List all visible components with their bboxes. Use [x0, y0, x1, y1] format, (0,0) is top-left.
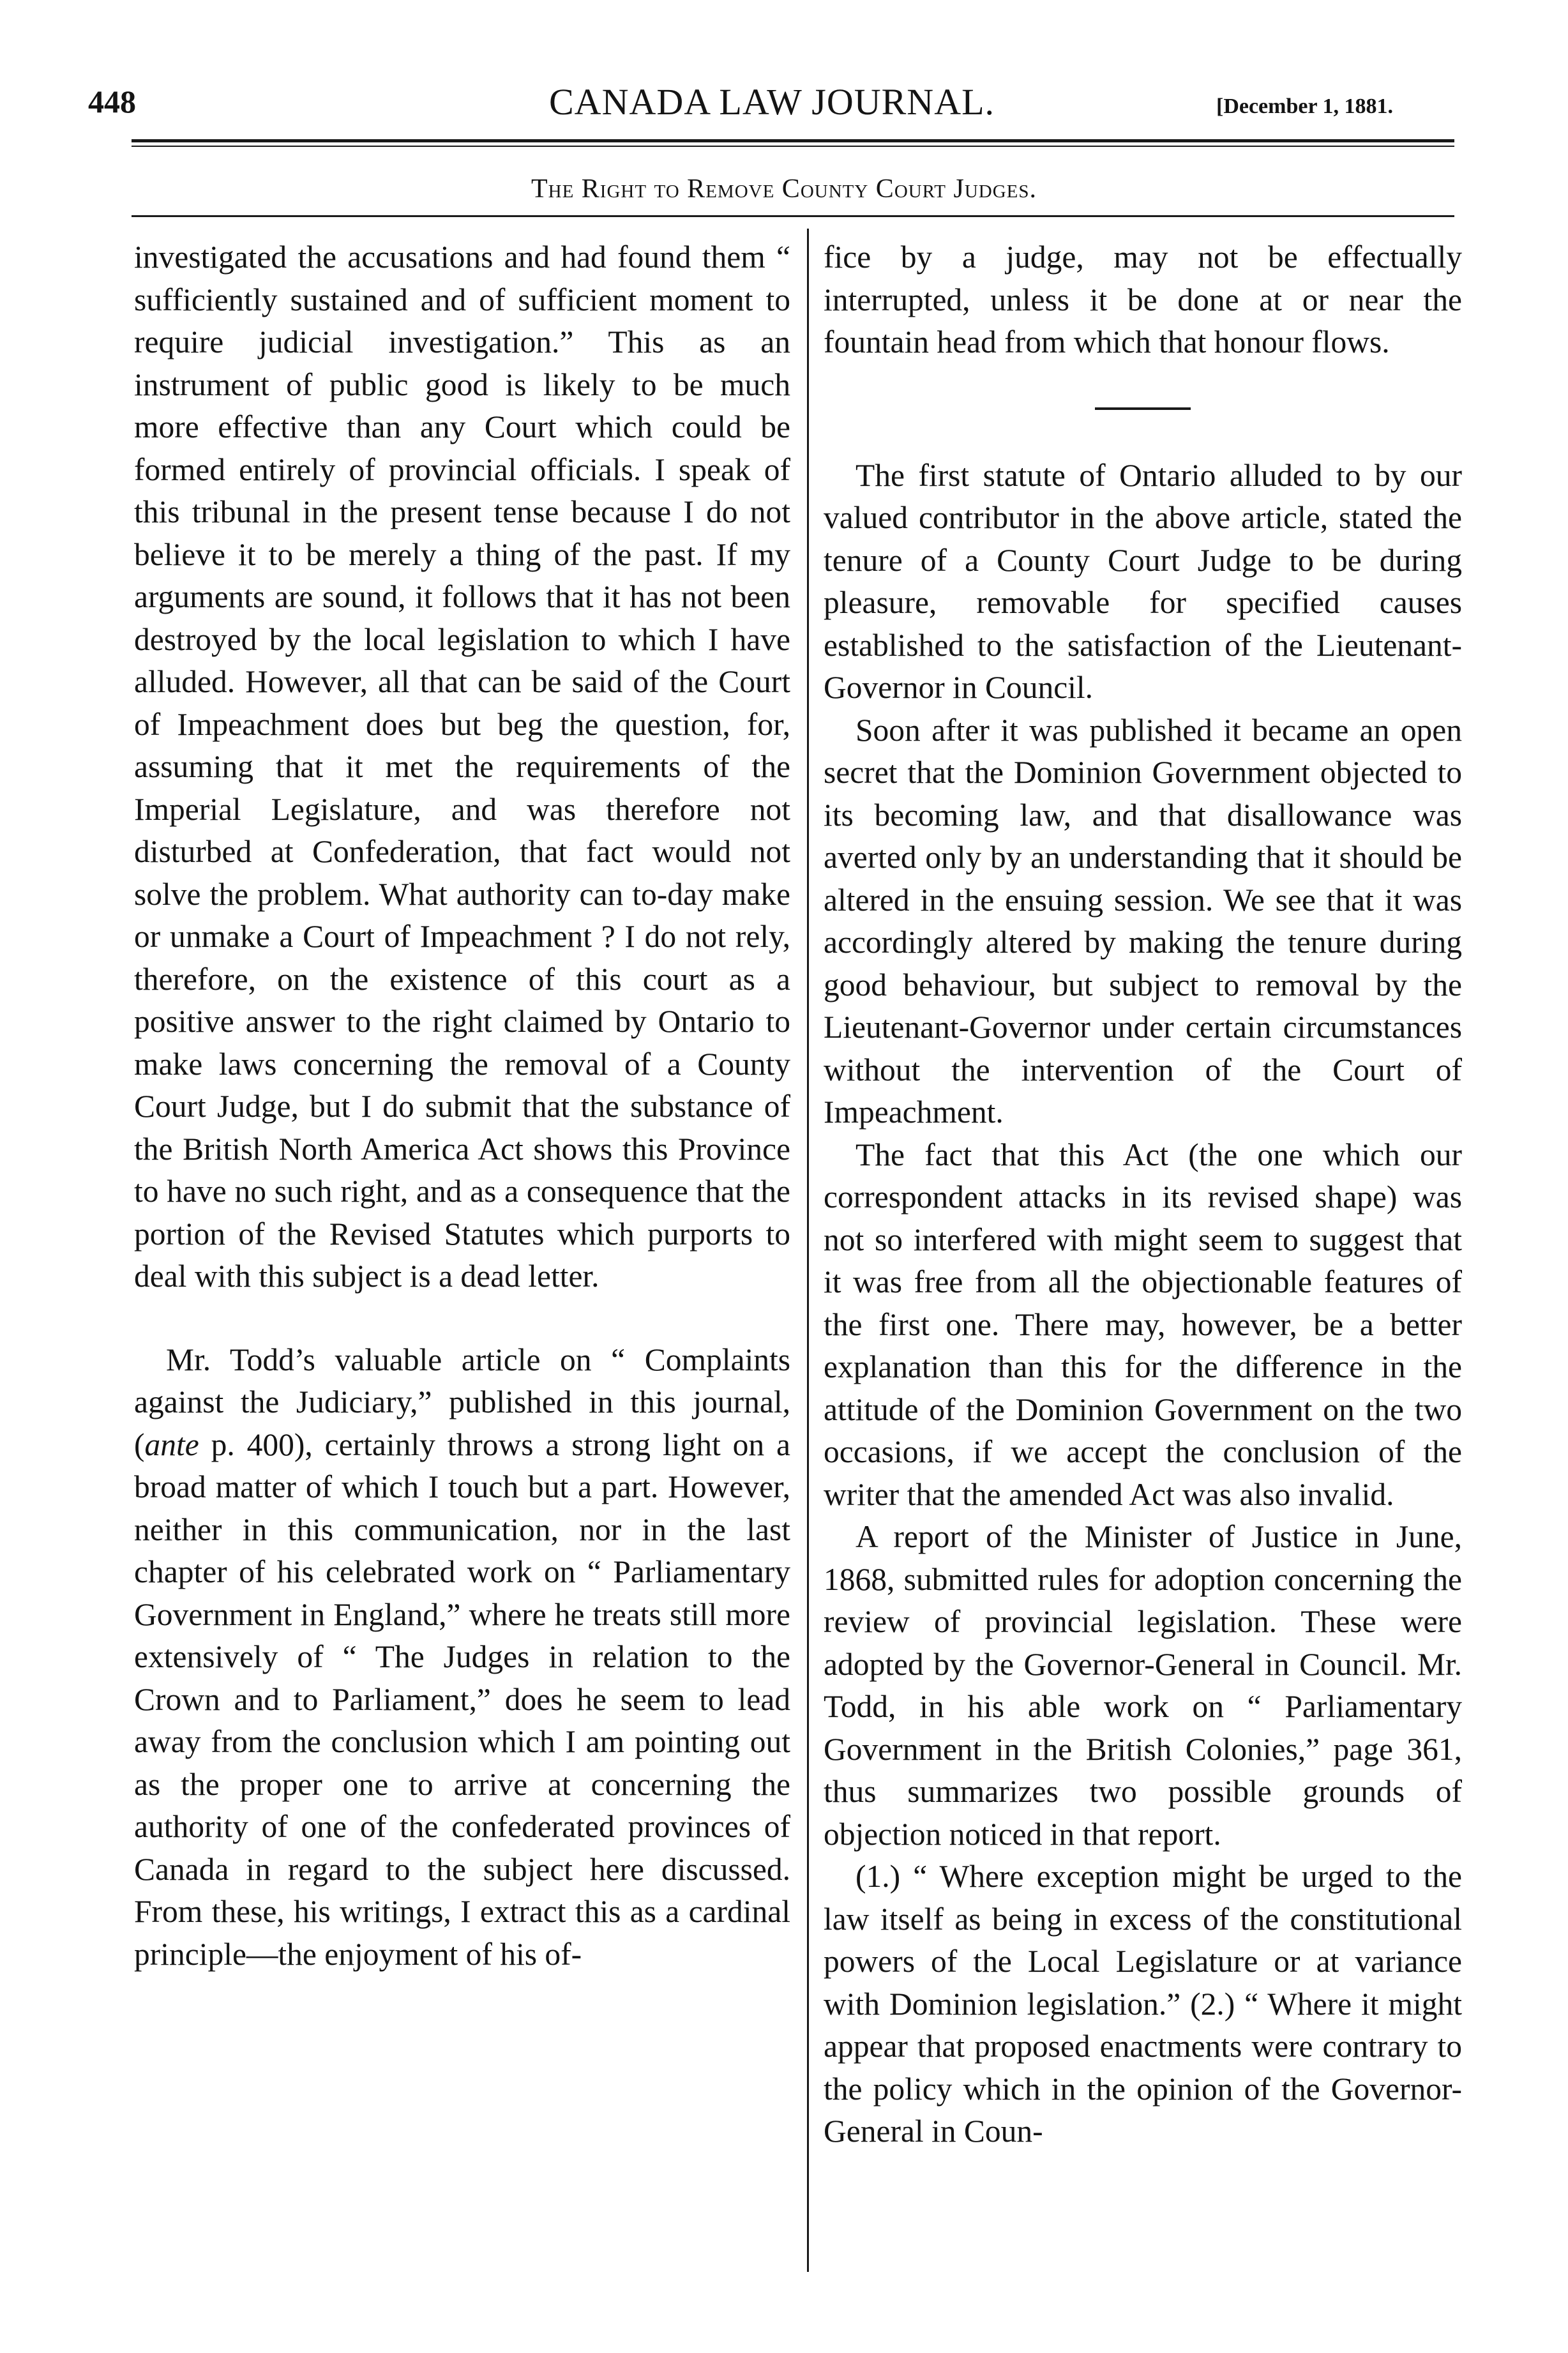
- column-divider: [807, 229, 809, 2272]
- section-divider: [1095, 407, 1191, 410]
- right-paragraph-1: fice by a judge, may not be effectually interrupted, unless it be done at or near the fountain head from which that honour flows.: [824, 239, 1462, 359]
- journal-title: CANADA LAW JOURNAL.: [549, 81, 995, 123]
- issue-date: [December 1, 1881.: [1216, 95, 1393, 118]
- left-paragraph-2-end: p. 400), certainly throws a strong light on a broad matter of which I touch but a part. However, neither in this communication, nor in the last chapter of his celebrated work on “ Parliamentary Government in England,” where he treats still more extensively of “ The Judges in relation to the Crown and to Parliament,” does he seem to lead away from the conclusion which I am pointing out as the proper one to arrive at concerning the authority of one of the confederated provinces of Canada in regard to the subject here discussed. From these, his writings, I extract this as a cardinal principle—the enjoyment of his of-: [134, 1426, 790, 1972]
- header-rule-thin: [132, 146, 1454, 147]
- right-column: [824, 236, 1462, 2153]
- left-paragraph-2-italic: ante: [144, 1426, 199, 1462]
- running-head: The Right to Remove County Court Judges.: [531, 174, 1037, 204]
- running-head-rule: [132, 215, 1454, 217]
- left-paragraph-1: investigated the accusations and had found them “ sufficiently sustained and of sufficient moment to require judicial investigation.” This as an instrument of public good is likely to be much more effective than any Court which could be formed entirely of provincial officials. I speak of this tribunal in the present tense because I do not believe it to be merely a thing of the past. If my arguments are sound, it follows that it has not been destroyed by the local legislation to which I have alluded. However, all that can be said of the Court of Impeachment does but beg the question, for, assuming that it met the requirements of the Imperial Legislature, and was therefore not disturbed at Confederation, that fact would not solve the problem. What authority can to-day make or unmake a Court of Impeachment ? I do not rely, therefore, on the existence of this court as a positive answer to the right claimed by Ontario to make laws concerning the removal of a County Court Judge, but I do submit that the substance of the British North America Act shows this Province to have no such right, and as a consequence that the portion of the Revised Statutes which purports to deal with this subject is a dead letter.: [134, 239, 790, 1294]
- right-paragraph-4: The fact that this Act (the one which our correspondent attacks in its revised shape) was not so interfered with might seem to suggest that it was free from all the objectionable features of the first one. There may, however, be a better explanation than this for the difference in the attitude of the Dominion Government on the two occasions, if we accept the conclusion of the writer that the amended Act was also invalid.: [824, 1137, 1462, 1512]
- header-rule-thick: [132, 139, 1454, 142]
- page-number: 448: [88, 84, 136, 119]
- right-paragraph-5: A report of the Minister of Justice in June, 1868, submitted rules for adoption concerning the review of provincial legislation. These were adopted by the Governor-General in Council. Mr. Todd, in his able work on “ Parliamentary Government in the British Colonies,” page 361, thus summarizes two possible grounds of objection noticed in that report.: [824, 1519, 1462, 1852]
- right-paragraph-2: The first statute of Ontario alluded to by our valued contributor in the above article, stated the tenure of a County Court Judge to be during pleasure, removable for specified causes established to the satisfaction of the Lieutenant-Governor in Council.: [824, 457, 1462, 705]
- left-paragraph-2-start: Mr. Todd’s valuable article on “ Complaints against the Judiciary,” published in this journal, (: [134, 1342, 790, 1462]
- right-paragraph-6: (1.) “ Where exception might be urged to the law itself as being in excess of the constitutional powers of the Local Legislature or at variance with Dominion legislation.” (2.) “ Where it might appear that proposed enactments were contrary to the policy which in the opinion of the Governor-General in Coun-: [824, 1859, 1462, 2149]
- right-paragraph-3: Soon after it was published it became an open secret that the Dominion Government objected to its becoming law, and that disallowance was averted only by an understanding that it should be altered in the ensuing session. We see that it was accordingly altered by making the tenure during good behaviour, but subject to removal by the Lieutenant-Governor under certain circumstances without the intervention of the Court of Impeachment.: [824, 712, 1462, 1130]
- left-paragraph-2: [134, 1339, 790, 1976]
- left-column: [134, 236, 790, 1976]
